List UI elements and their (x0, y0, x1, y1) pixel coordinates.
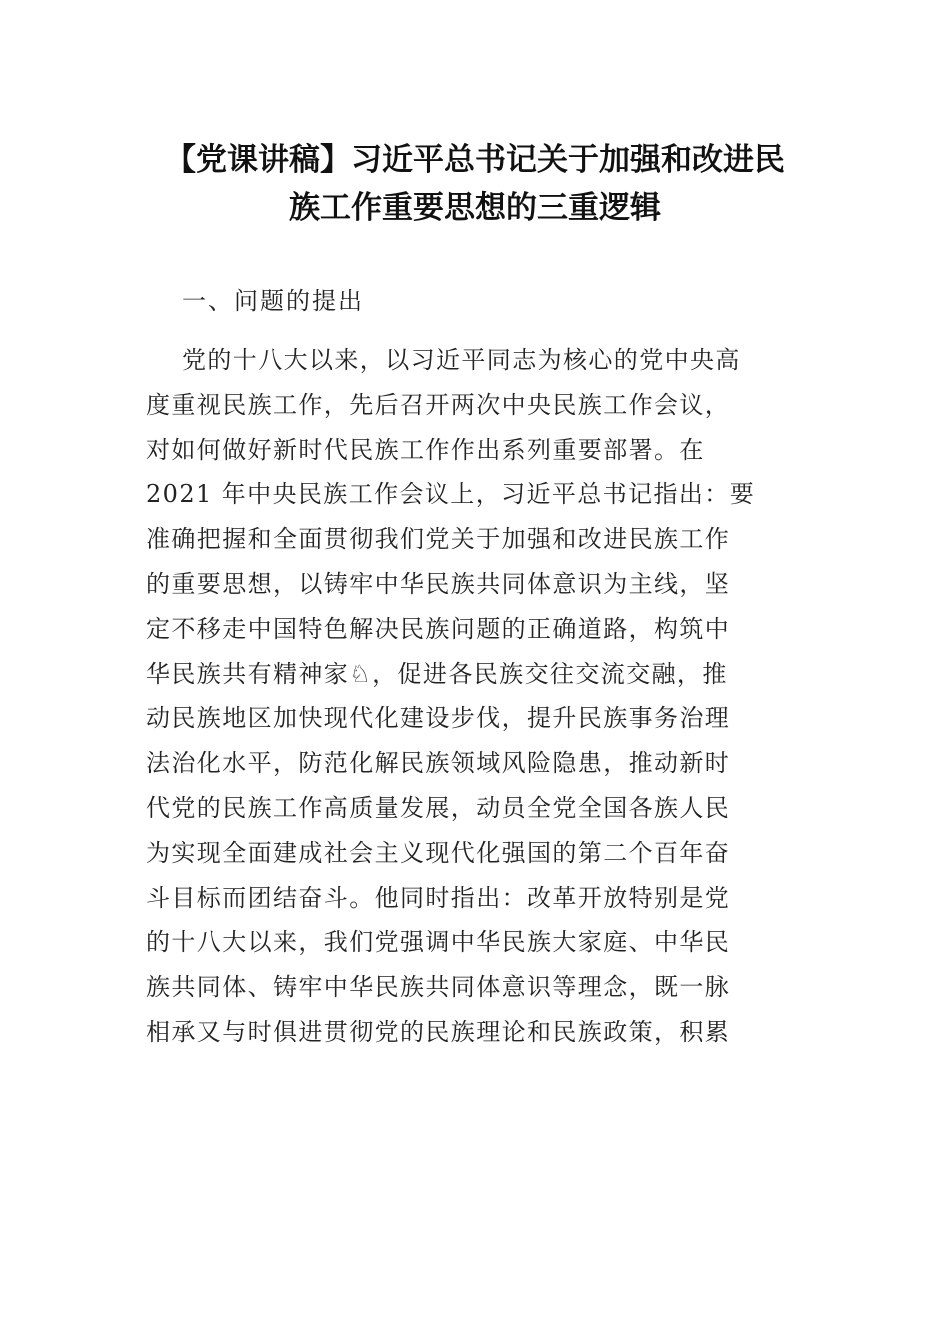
section-heading-text: 一、问题的提出 (182, 287, 364, 315)
paragraph-line: 相承又与时俱进贯彻党的民族理论和民族政策，积累 (146, 1017, 731, 1046)
title-line-2: 族工作重要思想的三重逻辑 (289, 190, 661, 226)
paragraph-line: 的十八大以来，我们党强调中华民族大家庭、中华民 (146, 928, 731, 957)
paragraph-line: 对如何做好新时代民族工作作出系列重要部署。在 (146, 435, 705, 464)
paragraph-line: 准确把握和全面贯彻我们党关于加强和改进民族工作 (146, 525, 731, 554)
paragraph-line: 族共同体、铸牢中华民族共同体意识等理念，既一脉 (146, 973, 731, 1002)
paragraph-line: 党的十八大以来，以习近平同志为核心的党中央高 (182, 346, 741, 374)
paragraph-line: 华民族共有精神家♘，促进各民族交往交流交融，推 (146, 659, 728, 688)
body-paragraph (146, 338, 806, 1055)
paragraph-line: 法治化水平，防范化解民族领域风险隐患，推动新时 (146, 749, 731, 778)
paragraph-line: 度重视民族工作，先后召开两次中央民族工作会议， (146, 390, 731, 419)
paragraph-line: 的重要思想，以铸牢中华民族共同体意识为主线，坚 (146, 569, 731, 598)
paragraph-line: 为实现全面建成社会主义现代化强国的第二个百年奋 (146, 838, 731, 867)
paragraph-line: 代党的民族工作高质量发展，动员全党全国各族人民 (146, 793, 731, 822)
paragraph-line: 斗目标而团结奋斗。他同时指出：改革开放特别是党 (146, 883, 731, 912)
title-line-1: 【党课讲稿】习近平总书记关于加强和改进民 (165, 142, 785, 178)
paragraph-line: 2021 年中央民族工作会议上，习近平总书记指出：要 (146, 480, 756, 509)
section-heading (146, 283, 806, 319)
paragraph-line: 定不移走中国特色解决民族问题的正确道路，构筑中 (146, 614, 731, 643)
document-title (120, 136, 830, 232)
paragraph-line: 动民族地区加快现代化建设步伐，提升民族事务治理 (146, 704, 731, 733)
